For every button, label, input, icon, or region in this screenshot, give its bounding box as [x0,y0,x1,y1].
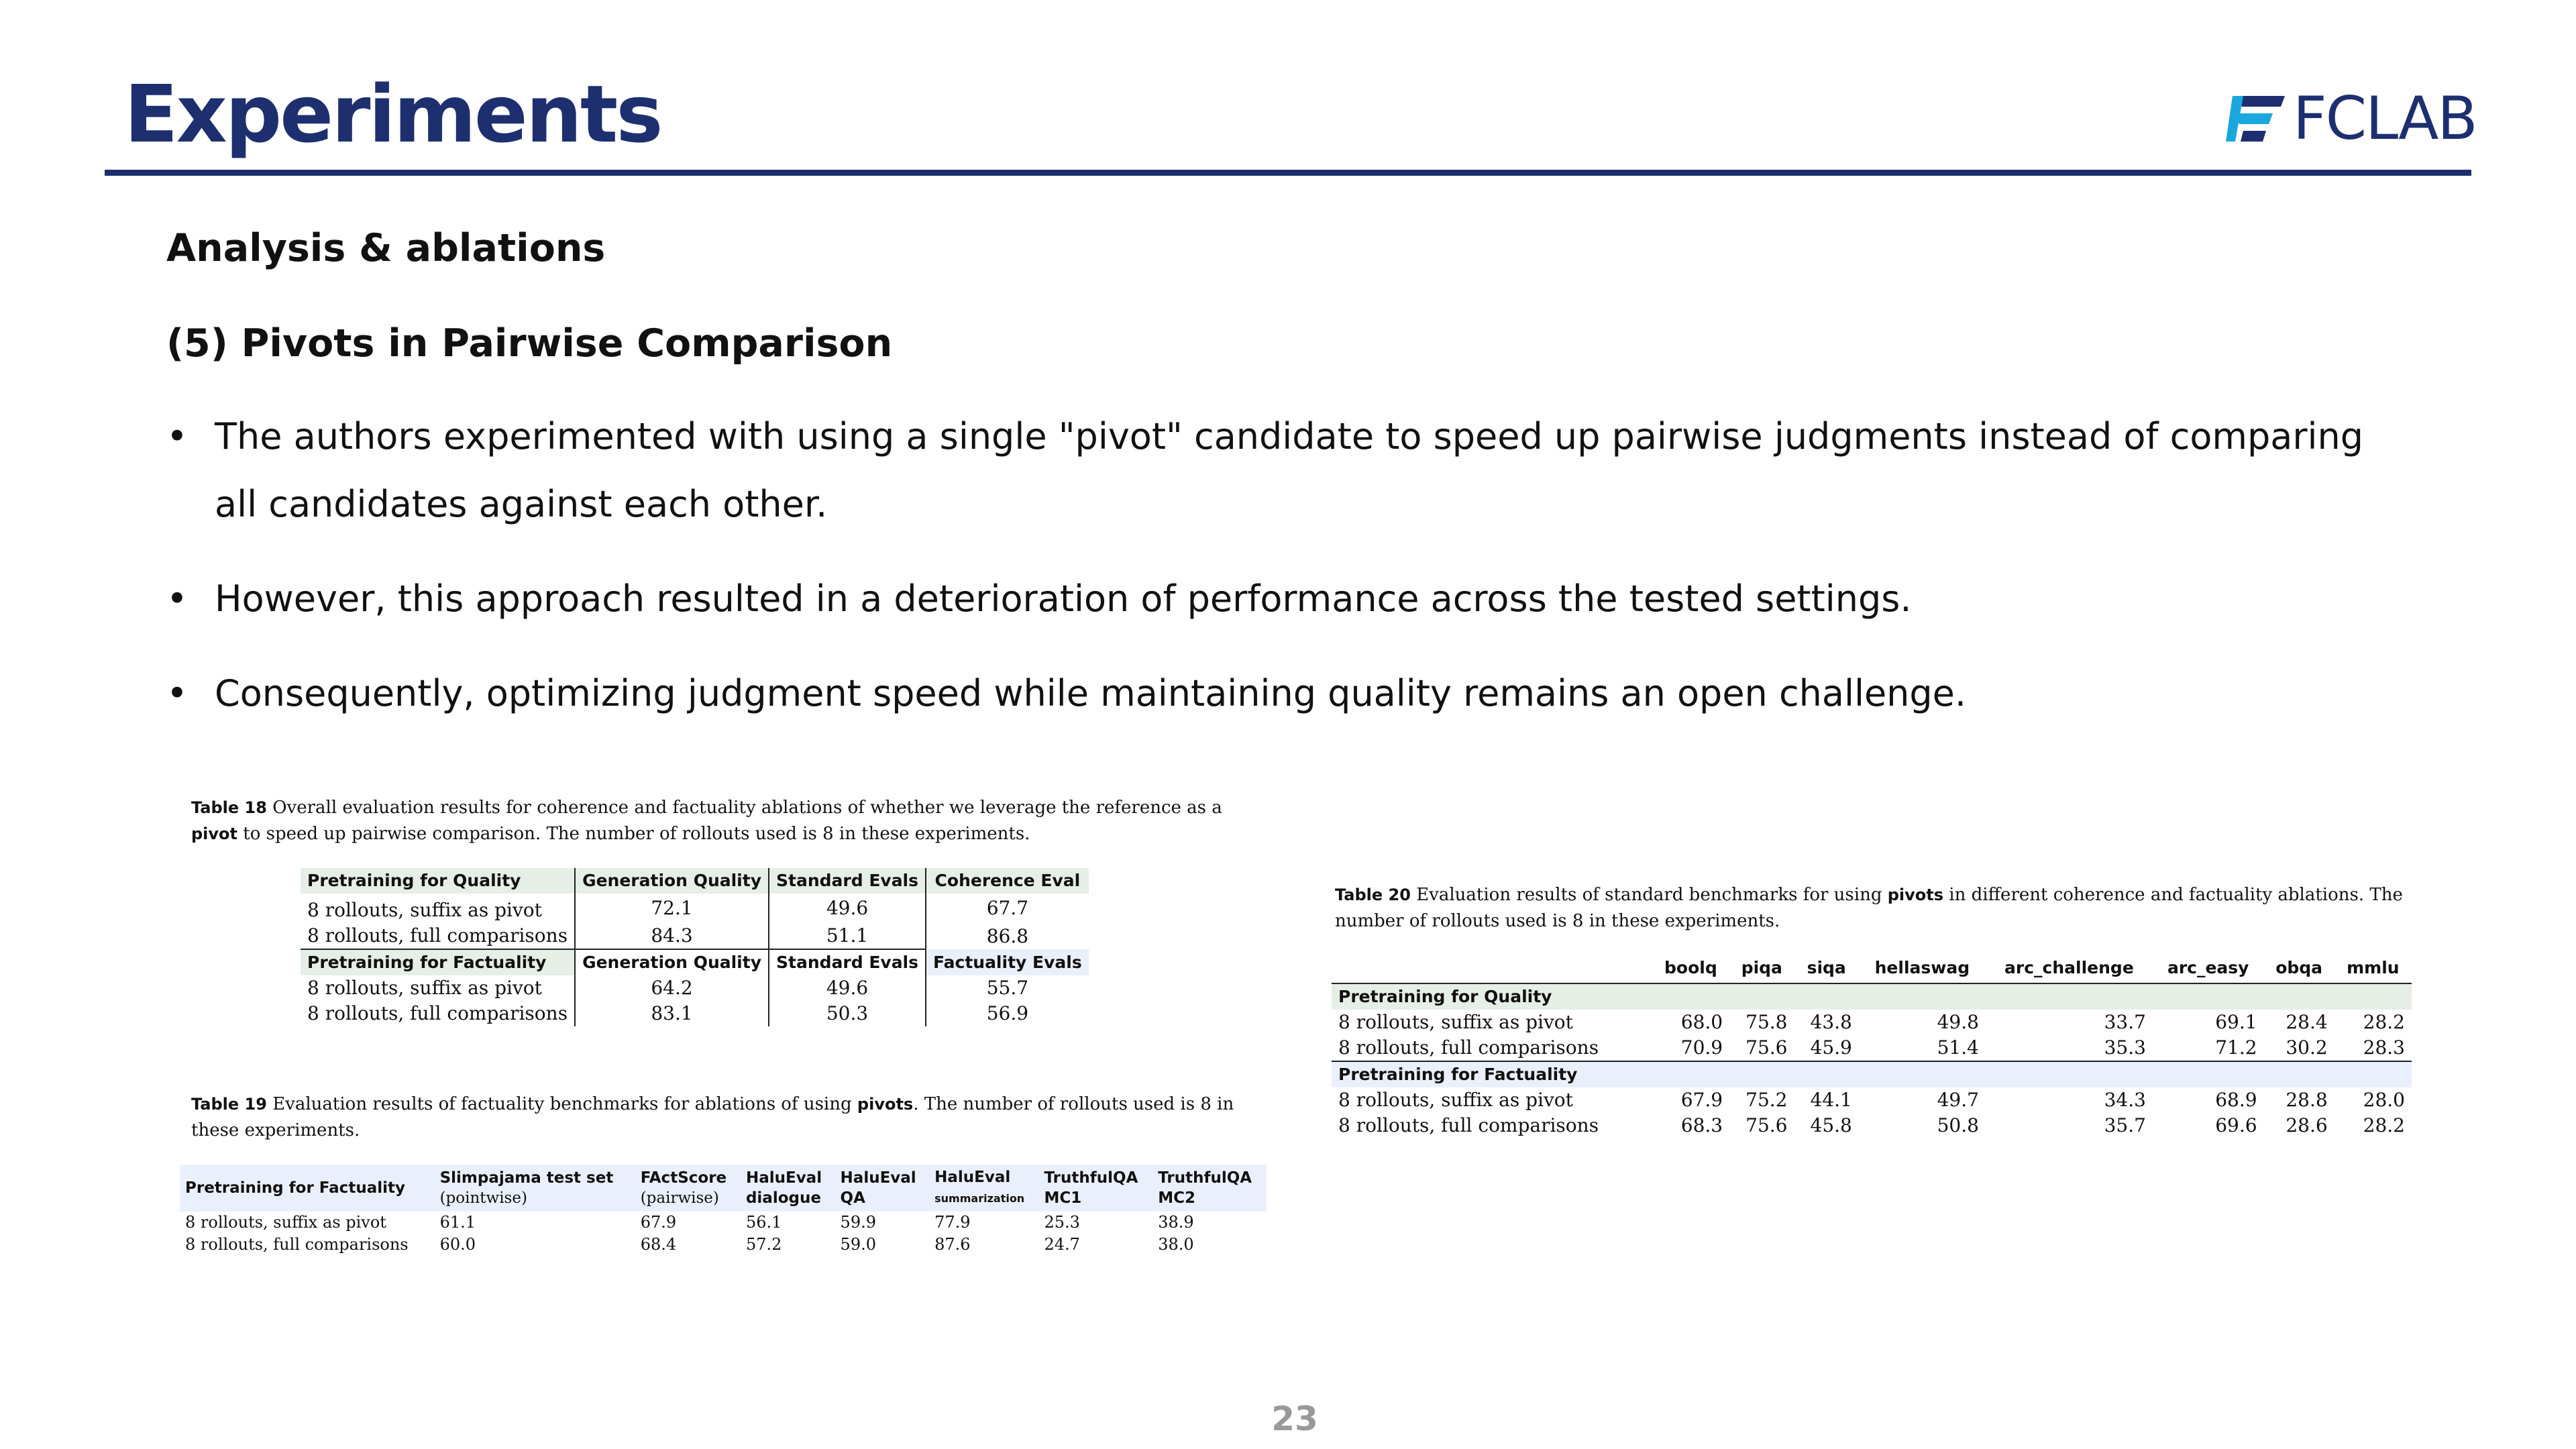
table18-header: Generation Quality [575,868,769,894]
table-cell: 28.2 [2363,1114,2405,1136]
fclab-logo [2226,84,2477,153]
table-row [301,923,1089,949]
table20-caption-bold: pivots [1887,885,1944,904]
table18-header: Coherence Eval [926,868,1089,894]
table-cell: 77.9 [934,1213,971,1232]
table-cell: 68.0 [1680,1011,1723,1033]
section-heading: Analysis & ablations [166,226,606,270]
table-cell: 84.3 [575,923,769,949]
table19-header [929,1165,1038,1212]
slide-title: Experiments [124,68,661,160]
table-cell: 8 rollouts, suffix as pivot [307,899,542,921]
table19-caption-bold: pivots [857,1095,914,1114]
table-cell: 68.3 [1680,1114,1723,1136]
table19-header-line: Slimpajama test set [439,1169,614,1187]
table-cell: 49.6 [769,975,926,1001]
table-cell: 8 rollouts, full comparisons [1338,1036,1599,1059]
table-row [301,894,1089,923]
table-cell: 35.3 [2104,1036,2146,1059]
bullet-text: The authors experimented with using a single "pivot" candidate to speed up pairwise judgments instead of comparing all candidates against each other. [215,415,2364,525]
table20-header: hellaswag [1874,958,1970,977]
table-cell: 68.4 [640,1235,677,1254]
table20-header: boolq [1664,958,1717,977]
table-cell: 75.6 [1746,1036,1788,1059]
table19-header-line: summarization [934,1192,1025,1205]
table19-header [635,1165,741,1212]
table18-header: Pretraining for Quality [307,871,521,890]
table-cell: 67.7 [926,894,1089,923]
table20-header: arc_easy [2167,958,2249,977]
table-cell: 8 rollouts, full comparisons [1338,1114,1599,1136]
table-cell: 35.7 [2104,1114,2146,1136]
table-cell: 38.0 [1158,1235,1194,1254]
bullet-list [166,402,2394,754]
table-row [1332,1010,2412,1035]
table20-group-label: Pretraining for Factuality [1338,1065,1578,1084]
table-cell: 57.2 [745,1235,782,1254]
table-cell: 45.8 [1810,1114,1852,1136]
table18-header: Standard Evals [769,949,926,975]
table-cell: 55.7 [926,975,1089,1001]
table18-header: Generation Quality [575,949,769,975]
table-cell: 28.0 [2363,1089,2405,1111]
table-cell: 61.1 [439,1213,476,1232]
bullet-dot-icon: • [166,578,188,620]
table19-header-line: dialogue [745,1189,821,1207]
table-cell: 49.8 [1937,1011,1979,1033]
table-cell: 24.7 [1044,1235,1080,1254]
table-row [1332,983,2412,1010]
bullet-text: Consequently, optimizing judgment speed while maintaining quality remains an open challenge. [215,672,1967,714]
table18-header: Standard Evals [769,868,926,894]
bullet-item [166,659,2394,727]
table-cell: 86.8 [926,923,1089,949]
table-row [1332,953,2412,983]
table-cell: 28.3 [2363,1036,2405,1059]
fclab-logo-icon [2226,84,2290,151]
table-cell: 75.2 [1746,1089,1788,1111]
table20-header: mmlu [2347,958,2400,977]
table18-header: Factuality Evals [926,949,1089,975]
table-row [1332,1113,2412,1138]
table-cell: 30.2 [2286,1036,2328,1059]
table20-group-label: Pretraining for Quality [1338,987,1552,1006]
bullet-item [166,402,2394,538]
table19-header-line: FActScore [640,1169,727,1187]
table19-label: Table 19 [191,1095,267,1114]
table-cell: 33.7 [2104,1011,2146,1033]
table-cell: 38.9 [1158,1213,1194,1232]
table-cell: 70.9 [1680,1036,1723,1059]
table18 [301,868,1089,1026]
table20-caption [1335,882,2408,934]
table-cell: 28.4 [2286,1011,2328,1033]
table-cell: 25.3 [1044,1213,1080,1232]
table19-header: Pretraining for Factuality [185,1179,405,1197]
table-cell: 8 rollouts, suffix as pivot [1338,1089,1573,1111]
table19-header [741,1165,835,1212]
table19-caption-text: Evaluation results of factuality benchmarks for ablations of using [272,1094,852,1114]
table19-header-line: HaluEval [745,1169,822,1187]
table20-caption-text: Evaluation results of standard benchmarks for using [1416,885,1882,905]
table-cell: 43.8 [1810,1011,1852,1033]
table20-header: obqa [2275,958,2323,977]
table19-header [435,1165,635,1212]
table-row [180,1165,1267,1212]
table-cell: 69.1 [2215,1011,2257,1033]
table-cell: 50.8 [1937,1114,1979,1136]
table19-caption [191,1091,1265,1144]
table19-header-line: TruthfulQA [1044,1169,1138,1187]
table19-caption-text-2: . The number of rollouts used is 8 in these experiments. [191,1094,1234,1140]
table19-header [1152,1165,1267,1212]
table-cell: 68.9 [2215,1089,2257,1111]
table-cell: 49.7 [1937,1089,1979,1111]
table-cell: 50.3 [769,1001,926,1026]
table20-header [1332,953,1652,983]
bullet-text: However, this approach resulted in a deterioration of performance across the tested settings. [215,578,1912,620]
table19-header-line: MC1 [1044,1189,1082,1207]
table20-caption-text-2: in different coherence and factuality ablations. The number of rollouts used is 8 in these experiments. [1335,885,2403,931]
table-cell: 8 rollouts, full comparisons [307,924,568,947]
table-cell: 28.8 [2286,1089,2328,1111]
table19-header [835,1165,930,1212]
table18-label: Table 18 [191,798,267,817]
table19-header-line: QA [840,1189,865,1207]
table19-header-line: HaluEval [934,1169,1011,1186]
table-cell: 60.0 [439,1235,476,1254]
table-cell: 8 rollouts, full comparisons [185,1235,409,1254]
table20-label: Table 20 [1335,885,1411,904]
table-cell: 28.6 [2286,1114,2328,1136]
bullet-dot-icon: • [166,672,188,714]
subsection-heading: (5) Pivots in Pairwise Comparison [166,321,893,366]
table-row [1332,1035,2412,1061]
table-cell: 87.6 [934,1235,971,1254]
table19 [180,1165,1267,1256]
table-cell: 67.9 [1680,1089,1723,1111]
table18-caption [191,795,1265,847]
table-cell: 56.9 [926,1001,1089,1026]
table-cell: 56.1 [745,1213,782,1232]
table-cell: 49.6 [769,894,926,923]
table20-header: piqa [1741,958,1782,977]
table18-caption-bold: pivot [191,824,238,843]
table18-header: Pretraining for Factuality [301,949,575,975]
table-cell: 51.4 [1937,1036,1979,1059]
table-cell: 8 rollouts, full comparisons [307,1002,568,1024]
table19-header-line: TruthfulQA [1158,1169,1252,1187]
bullet-item [166,565,2394,633]
table-cell: 83.1 [575,1001,769,1026]
bullet-dot-icon: • [166,415,188,458]
table-row [180,1212,1267,1234]
table-cell: 67.9 [640,1213,677,1232]
table-cell: 59.9 [840,1213,876,1232]
table-cell: 51.1 [769,923,926,949]
table19-header [1039,1165,1153,1212]
table-cell: 59.0 [840,1235,876,1254]
table19-header-line: (pointwise) [439,1189,527,1207]
table-row [301,868,1089,894]
table-cell: 34.3 [2104,1089,2146,1111]
table-row [1332,1061,2412,1087]
table-row [301,975,1089,1001]
table-cell: 8 rollouts, suffix as pivot [1338,1011,1573,1033]
table-cell: 72.1 [575,894,769,923]
table-cell: 69.6 [2215,1114,2257,1136]
table19-header-line: HaluEval [840,1169,916,1187]
table-cell: 8 rollouts, suffix as pivot [185,1213,386,1232]
table20 [1332,953,2412,1138]
table18-caption-text: Overall evaluation results for coherence and factuality ablations of whether we leverage the reference as a [272,798,1222,818]
table-cell: 71.2 [2215,1036,2257,1059]
table20-header: siqa [1807,958,1846,977]
page-number: 23 [1271,1399,1318,1438]
title-divider [105,170,2471,176]
table-cell: 44.1 [1810,1089,1852,1111]
table-cell: 64.2 [575,975,769,1001]
table-cell: 28.2 [2363,1011,2405,1033]
table-row [180,1234,1267,1256]
logo-text: FCLAB [2293,84,2477,153]
table19-header-line: MC2 [1158,1189,1195,1207]
table19-header-line: (pairwise) [640,1189,719,1207]
table-cell: 75.8 [1746,1011,1788,1033]
table-cell: 75.6 [1746,1114,1788,1136]
table-row [301,949,1089,975]
table18-caption-text-2: to speed up pairwise comparison. The number of rollouts used is 8 in these experiments. [243,824,1030,844]
table-cell: 45.9 [1810,1036,1852,1059]
table-row [301,1001,1089,1026]
table-cell: 8 rollouts, suffix as pivot [307,977,542,999]
table-row [1332,1087,2412,1113]
table20-header: arc_challenge [2004,958,2134,977]
